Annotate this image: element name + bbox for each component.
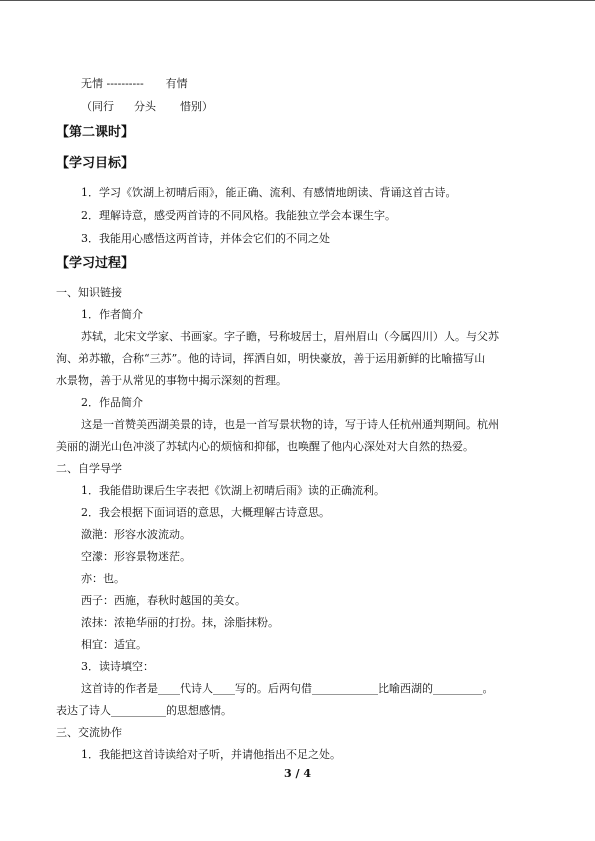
vocab-6: 相宜：适宜。 [81,638,147,651]
heading-learning-goals: 【学习目标】 [56,156,135,171]
heading-learning-process: 【学习过程】 [56,256,135,271]
antonym-line [81,77,188,91]
self-study-item-2: 2．我会根据下面词语的意思，大概理解古诗意思。 [81,506,330,519]
fill-blank-line-2: 表达了诗人__________的思想感情。 [56,704,232,717]
work-intro-title: 2．作品简介 [81,396,143,409]
word-option-3: 惜别） [180,100,213,113]
word-option-1: （同行 [81,100,114,113]
vocab-4: 西子：西施，春秋时越国的美女。 [81,594,246,607]
goal-2: 2．理解诗意，感受两首诗的不同风格。我能独立学会本课生字。 [81,209,396,222]
word-options-line [81,100,213,114]
fill-blank-line-1: 这首诗的作者是____代诗人____写的。后两句借____________比喻西湖的_________。 [81,682,494,695]
antonym-right: 有情 [165,77,188,90]
section-3-title: 三、交流协作 [56,726,122,739]
section-2-title: 二、自学导学 [56,462,122,475]
page-number: 3 / 4 [284,767,311,780]
work-intro-line-2: 美丽的湖光山色冲淡了苏轼内心的烦恼和抑郁，也唤醒了他内心深处对大自然的热爱。 [56,440,474,453]
self-study-item-1: 1．我能借助课后生字表把《饮湖上初晴后雨》读的正确流利。 [81,484,385,497]
page-top-rule [0,0,595,1]
word-option-2: 分头 [134,100,156,113]
author-intro-line-3: 水景物，善于从常见的事物中揭示深刻的哲理。 [56,374,287,387]
heading-second-lesson: 【第二课时】 [56,125,135,140]
vocab-3: 亦：也。 [81,572,125,585]
author-intro-title: 1．作者简介 [81,308,143,321]
author-intro-line-1: 苏轼，北宋文学家、书画家。字子瞻，号称坡居士，眉州眉山（今属四川）人。与父苏 [81,330,499,343]
vocab-2: 空濛：形容景物迷茫。 [81,550,191,563]
author-intro-line-2: 洵、弟苏辙，合称“三苏”。他的诗词，挥洒自如，明快豪放，善于运用新鲜的比喻描写山 [56,352,486,365]
goal-1: 1．学习《饮湖上初晴后雨》，能正确、流利、有感情地朗读、背诵这首古诗。 [81,186,457,199]
vocab-1: 潋滟：形容水波流动。 [81,528,191,541]
antonym-left: 无情 ---------- [81,77,144,90]
vocab-5: 浓抹：浓艳华丽的打扮。抹，涂脂抹粉。 [81,616,279,629]
goal-3: 3．我能用心感悟这两首诗，并体会它们的不同之处 [81,232,330,245]
collaboration-item-1: 1．我能把这首诗读给对子听，并请他指出不足之处。 [81,748,341,761]
section-1-title: 一、知识链接 [56,286,122,299]
work-intro-line-1: 这是一首赞美西湖美景的诗，也是一首写景状物的诗，写于诗人任杭州通判期间。杭州 [81,418,499,431]
self-study-item-3: 3．读诗填空： [81,660,154,673]
